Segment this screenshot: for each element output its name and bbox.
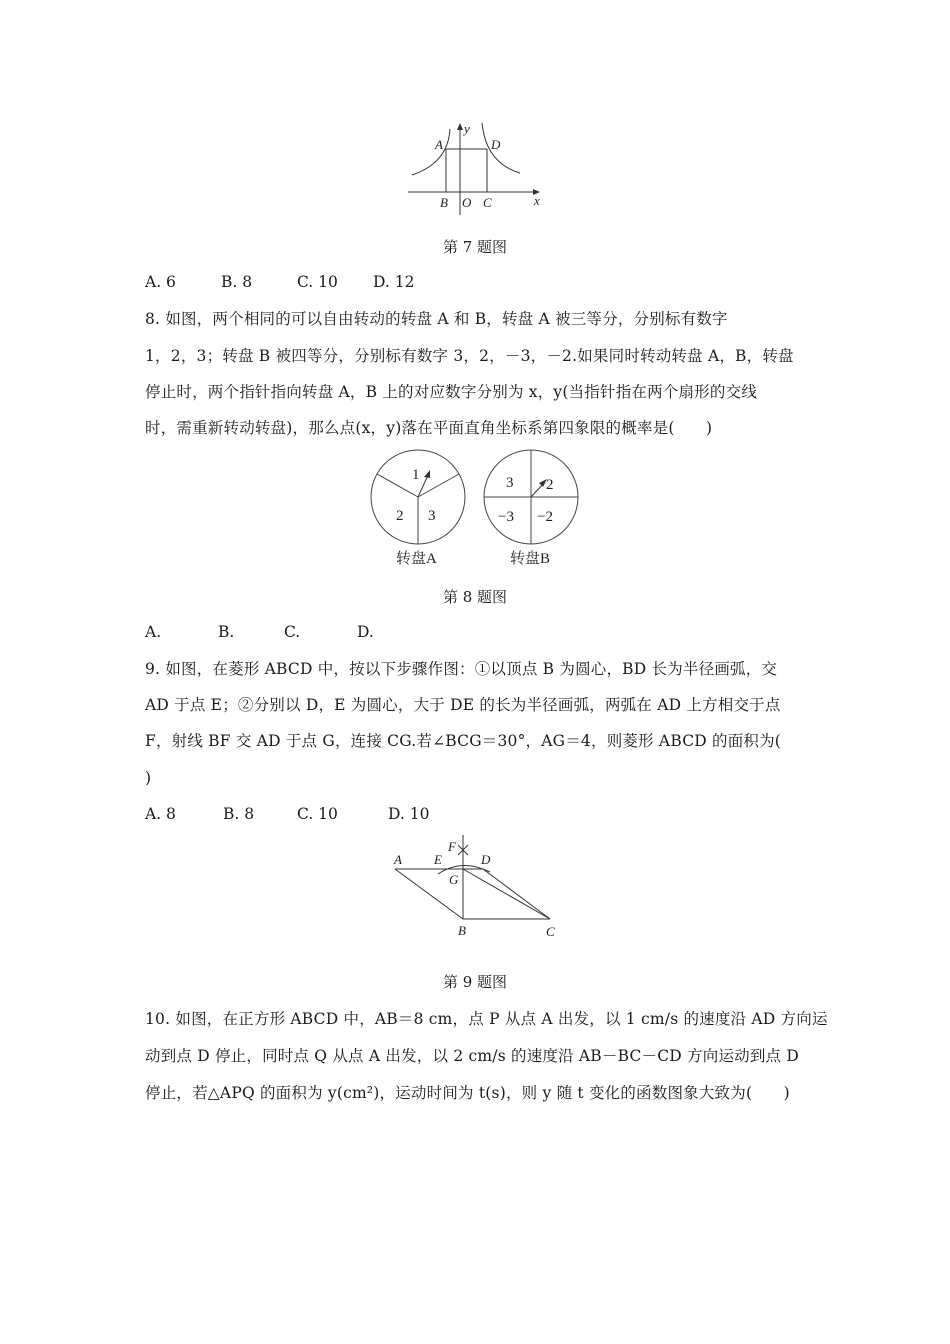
dial-b-label: 转盘B [510,551,551,567]
q9-option-c: C. 10 [297,805,338,823]
dial-a-pointer-icon [424,470,430,478]
q8-figure [360,445,590,575]
q9-rhombus-diagram [380,830,570,945]
q9-option-d: D. 10 [388,805,430,823]
q9-text-line-3: F，射线 BF 交 AD 于点 G，连接 CG.若∠BCG＝30°，AG＝4，则菱形 ABCD 的面积为( [145,732,782,750]
q7-label-a: A [435,137,443,152]
q9-label-c: C [546,924,555,939]
q7-figure [400,115,560,215]
q8-caption: 第 8 题图 [442,588,508,606]
q8-options [145,622,374,642]
q9-caption: 第 9 题图 [442,973,508,991]
q7-option-d: D. 12 [373,273,415,291]
dial-a-label: 转盘A [396,551,437,567]
q8-text-line-1: 8. 如图，两个相同的可以自由转动的转盘 A 和 B，转盘 A 被三等分，分别标有数字 [145,310,728,328]
q7-label-c: C [483,195,492,210]
q9-label-e: E [434,852,442,867]
dial-a-sector-2: 2 [396,508,404,524]
q9-text-line-2: AD 于点 E；②分别以 D，E 为圆心，大于 DE 的长为半径画弧，两弧在 AD 上方相交于点 [145,696,781,714]
q8-text-line-2: 1，2，3；转盘 B 被四等分，分别标有数字 3，2，－3，－2.如果同时转动转盘 A，B，转盘 [145,347,794,365]
dial-b [484,450,578,567]
dial-a-sector-3: 3 [428,508,436,524]
q9-options [145,804,429,824]
q7-option-c: C. 10 [297,273,338,291]
q8-option-a: A. [145,623,162,641]
q10-text-line-3: 停止，若△APQ 的面积为 y(cm²)，运动时间为 t(s)，则 y 随 t 变化的函数图象大致为( ) [145,1084,790,1102]
q8-option-c: C. [284,623,301,641]
q7-options [145,272,414,292]
q9-label-d: D [481,852,491,867]
q7-caption: 第 7 题图 [442,238,508,256]
q9-label-f: F [448,839,456,854]
q7-label-b: B [440,195,448,210]
q7-option-a: A. 6 [145,273,176,291]
q8-text-line-4: 时，需重新转动转盘)，那么点(x，y)落在平面直角坐标系第四象限的概率是( ) [145,419,713,437]
q8-dials [360,445,590,575]
q9-label-a: A [394,852,402,867]
dial-b-sector-3: 3 [506,475,514,491]
q7-label-y: y [464,121,470,136]
q9-label-g: G [449,872,459,887]
q9-figure [380,830,570,945]
dial-a-sector-1: 1 [412,467,420,483]
q7-label-d: D [491,137,501,152]
q9-option-b: B. 8 [223,805,255,823]
q10-text-line-1: 10. 如图，在正方形 ABCD 中，AB＝8 cm，点 P 从点 A 出发，以 1 cm/s 的速度沿 AD 方向运 [145,1010,828,1028]
dial-b-sector-neg3: −3 [498,509,514,525]
q10-text-line-2: 动到点 D 停止，同时点 Q 从点 A 出发，以 2 cm/s 的速度沿 AB－BC－CD 方向运动到点 D [145,1047,800,1065]
q7-option-b: B. 8 [221,273,253,291]
q9-text-line-4: ) [145,769,152,787]
q7-label-o: O [462,195,472,210]
q8-option-b: B. [218,623,235,641]
q8-option-d: D. [357,623,374,641]
q7-graph [400,115,560,215]
q7-label-x: x [534,193,540,208]
dial-a [371,450,465,567]
q9-label-b: B [458,923,466,938]
q9-text-line-1: 9. 如图，在菱形 ABCD 中，按以下步骤作图：①以顶点 B 为圆心，BD 长为半径画弧，交 [145,660,778,678]
dial-b-sector-2: 2 [546,477,554,493]
q8-text-line-3: 停止时，两个指针指向转盘 A，B 上的对应数字分别为 x，y(当指针指在两个扇形的交线 [145,383,758,401]
dial-b-sector-neg2: −2 [537,509,553,525]
q9-option-a: A. 8 [145,805,176,823]
